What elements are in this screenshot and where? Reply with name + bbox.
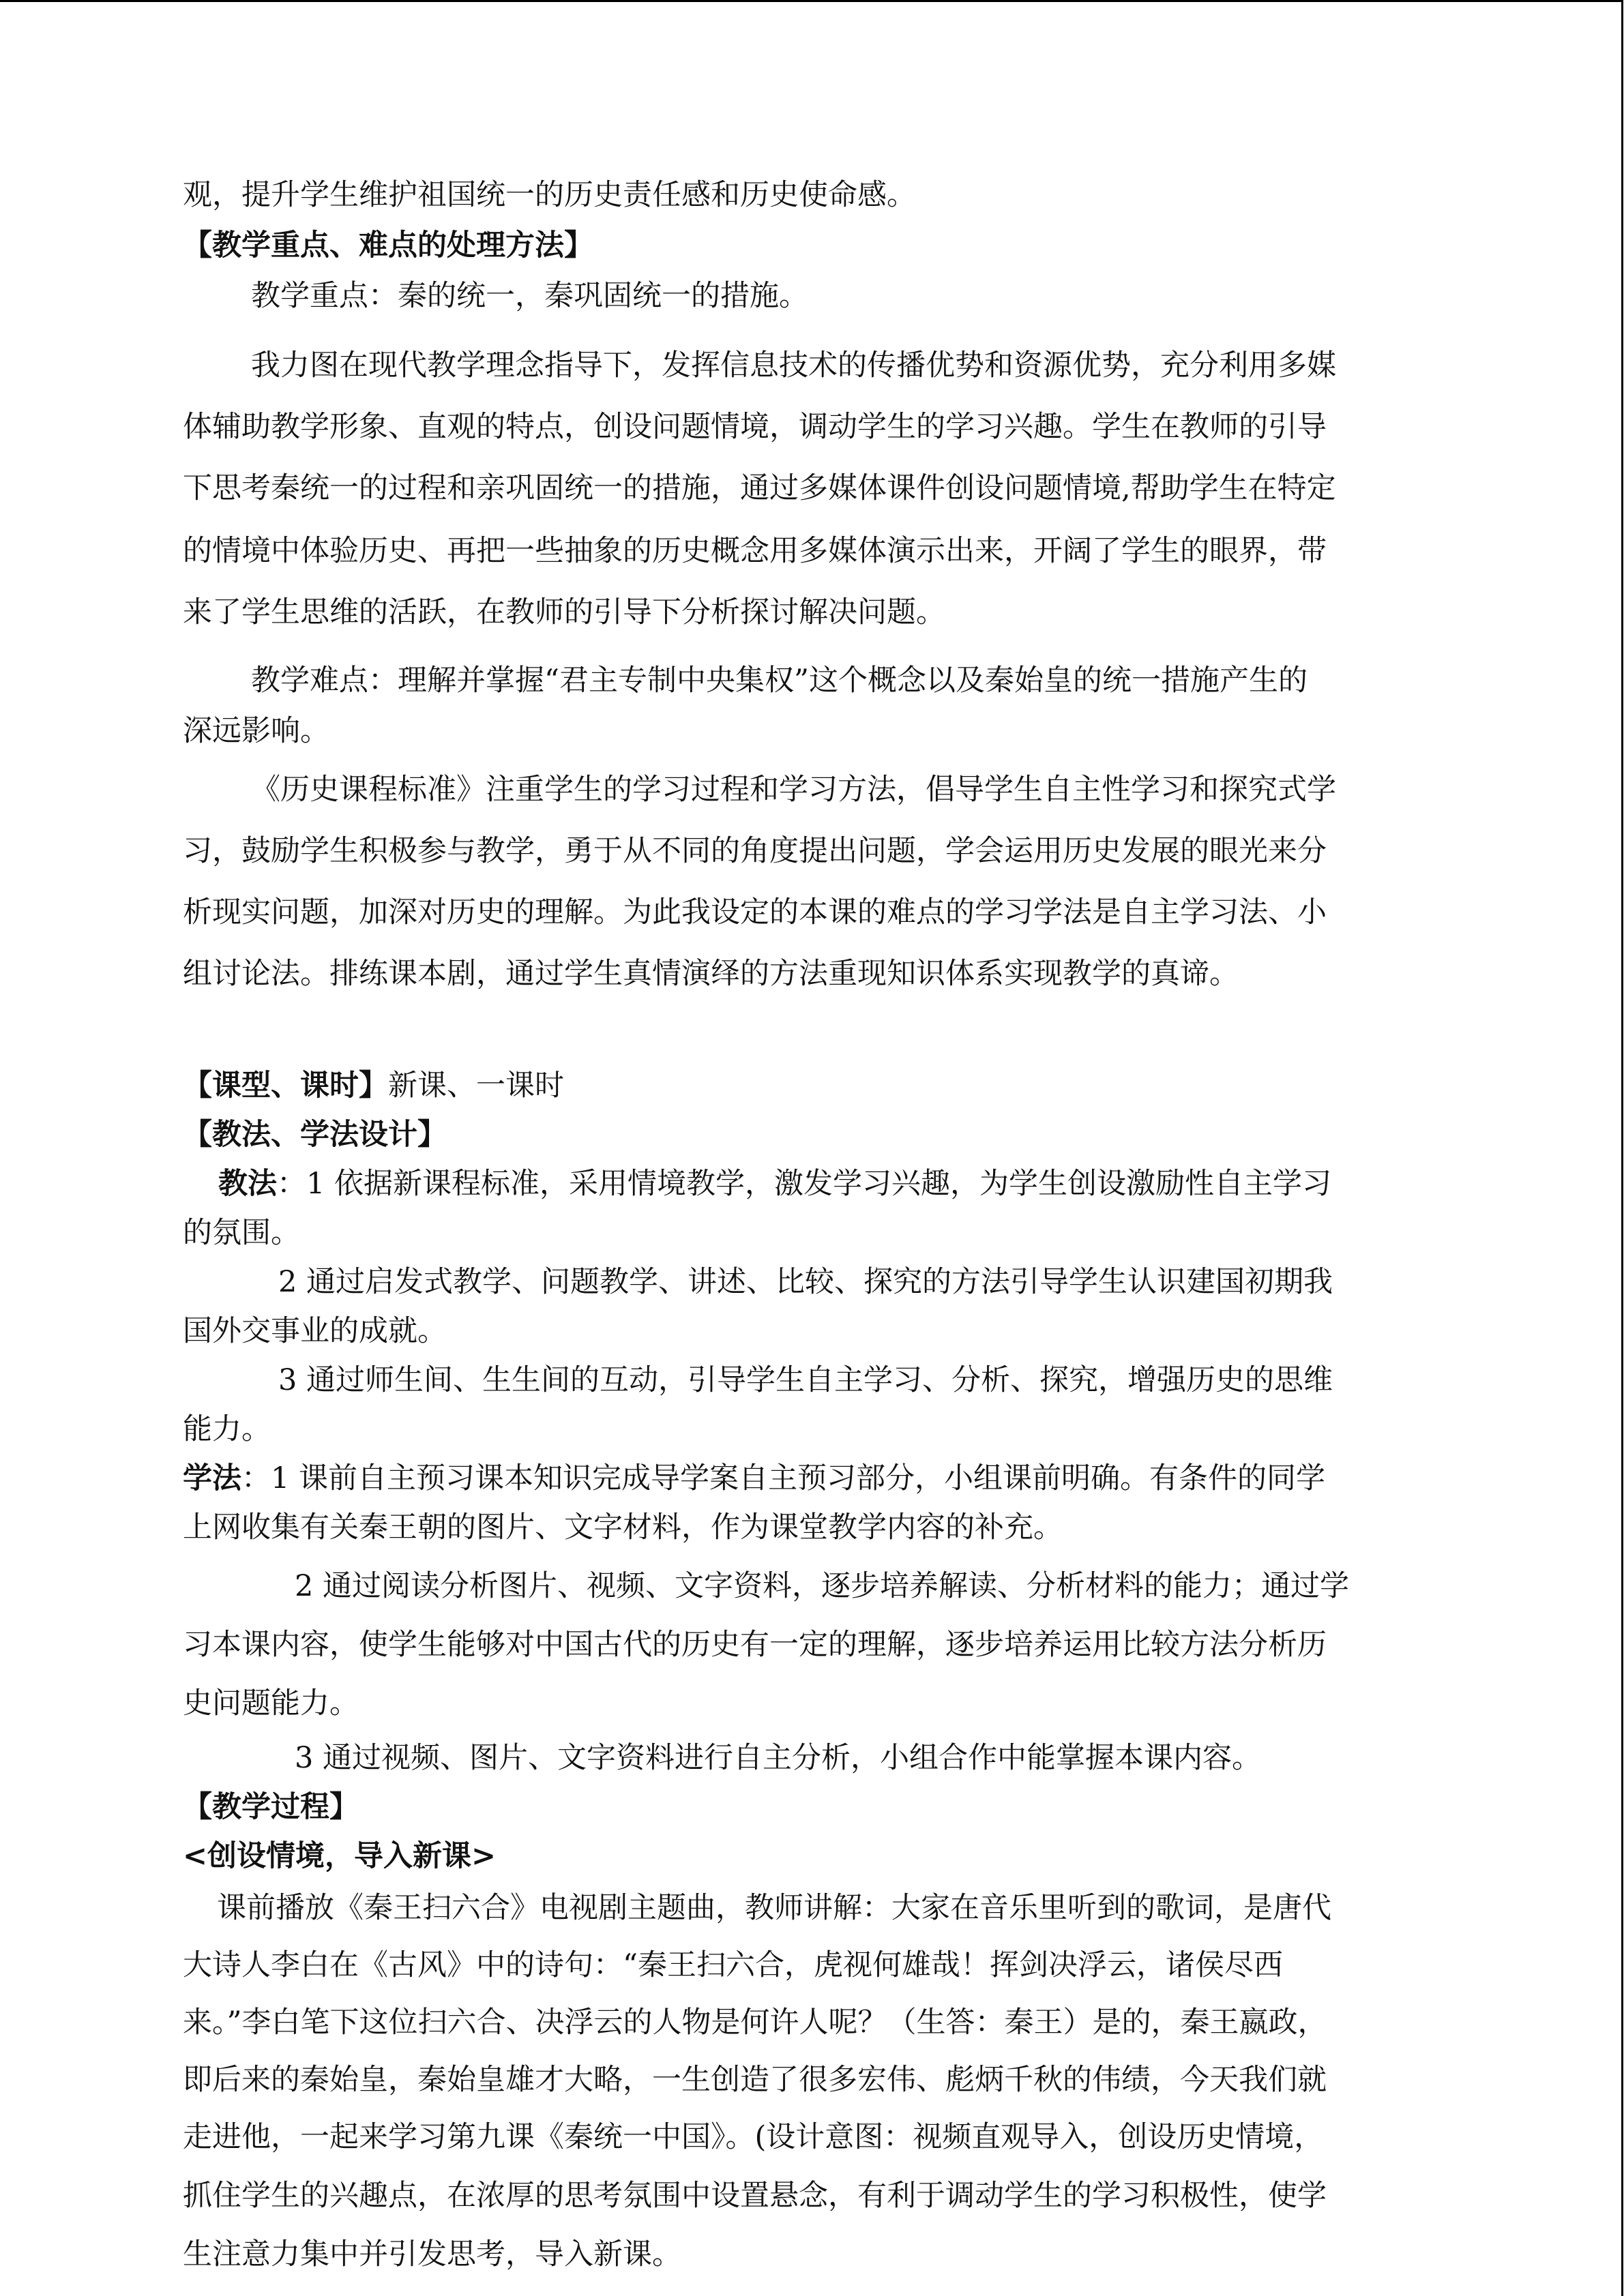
paragraph-line: 的情境中体验历史、再把一些抽象的历史概念用多媒体演示出来，开阔了学生的眼界，带 <box>183 534 1327 568</box>
paragraph-line: 上网收集有关秦王朝的图片、文字材料，作为课堂教学内容的补充。 <box>183 1510 1063 1545</box>
section-heading-key-points: 【教学重点、难点的处理方法】 <box>183 228 593 263</box>
paragraph-line: 生注意力集中并引发思考，导入新课。 <box>183 2237 681 2271</box>
paragraph-line: 抓住学生的兴趣点，在浓厚的思考氛围中设置悬念，有利于调动学生的学习积极性，使学 <box>183 2179 1327 2213</box>
paragraph-line: 教学难点：理解并掌握“君主专制中央集权”这个概念以及秦始皇的统一措施产生的 <box>251 664 1308 698</box>
paragraph-line: 即后来的秦始皇，秦始皇雄才大略，一生创造了很多宏伟、彪炳千秋的伟绩，今天我们就 <box>183 2063 1327 2097</box>
lesson-type-heading: 【课型、课时】 <box>183 1069 388 1103</box>
paragraph-line: 我力图在现代教学理念指导下，发挥信息技术的传播优势和资源优势，充分利用多媒 <box>251 348 1336 383</box>
paragraph-line: 观，提升学生维护祖国统一的历史责任感和历史使命感。 <box>183 178 916 212</box>
paragraph-line: 能力。 <box>183 1412 271 1446</box>
paragraph-line: 课前播放《秦王扫六合》电视剧主题曲，教师讲解：大家在音乐里听到的歌词，是唐代 <box>217 1891 1331 1925</box>
paragraph-line: 2 通过启发式教学、问题教学、讲述、比较、探究的方法引导学生认识建国初期我 <box>278 1265 1333 1299</box>
teaching-method-label: 教法 <box>218 1167 277 1201</box>
section-heading-methods: 【教法、学法设计】 <box>183 1118 447 1152</box>
learning-method-text: ：1 课前自主预习课本知识完成导学案自主预习部分，小组课前明确。有条件的同学 <box>241 1461 1326 1495</box>
paragraph-line: 习本课内容，使学生能够对中国古代的历史有一定的理解，逐步培养运用比较方法分析历 <box>183 1628 1327 1662</box>
teaching-method-line <box>218 1151 1331 1217</box>
paragraph-line: 来了学生思维的活跃，在教师的引导下分析探讨解决问题。 <box>183 595 945 629</box>
learning-method-label: 学法 <box>183 1461 241 1495</box>
paragraph-line: 走进他，一起来学习第九课《秦统一中国》。(设计意图：视频直观导入，创设历史情境， <box>183 2120 1324 2154</box>
section-heading-process: 【教学过程】 <box>183 1790 359 1824</box>
paragraph-line: 3 通过师生间、生生间的互动，引导学生自主学习、分析、探究，增强历史的思维 <box>278 1363 1333 1397</box>
subheading-introduction: <创设情境，导入新课> <box>183 1839 497 1873</box>
paragraph-line: 的氛围。 <box>183 1216 300 1250</box>
paragraph-line: 国外交事业的成就。 <box>183 1314 447 1348</box>
paragraph-line: 大诗人李白在《古风》中的诗句：“秦王扫六合，虎视何雄哉！挥剑决浮云，诸侯尽西 <box>183 1948 1283 1982</box>
paragraph-line: 2 通过阅读分析图片、视频、文字资料，逐步培养解读、分析材料的能力；通过学 <box>295 1569 1350 1603</box>
paragraph-line: 教学重点：秦的统一，秦巩固统一的措施。 <box>251 279 808 313</box>
paragraph-line: 体辅助教学形象、直观的特点，创设问题情境，调动学生的学习兴趣。学生在教师的引导 <box>183 410 1327 444</box>
paragraph-line: 《历史课程标准》注重学生的学习过程和学习方法，倡导学生自主性学习和探究式学 <box>251 773 1336 807</box>
paragraph-line: 组讨论法。排练课本剧，通过学生真情演绎的方法重现知识体系实现教学的真谛。 <box>183 957 1239 991</box>
paragraph-line: 下思考秦统一的过程和亲巩固统一的措施，通过多媒体课件创设问题情境,帮助学生在特定 <box>183 471 1336 505</box>
paragraph-line: 史问题能力。 <box>183 1686 359 1720</box>
paragraph-line: 习，鼓励学生积极参与教学，勇于从不同的角度提出问题，学会运用历史发展的眼光来分 <box>183 834 1327 868</box>
teaching-method-text: ：1 依据新课程标准，采用情境教学，激发学习兴趣，为学生创设激励性自主学习 <box>277 1167 1332 1201</box>
paragraph-line: 3 通过视频、图片、文字资料进行自主分析，小组合作中能掌握本课内容。 <box>295 1741 1262 1775</box>
paragraph-line: 来。”李白笔下这位扫六合、决浮云的人物是何许人呢？（生答：秦王）是的，秦王嬴政， <box>183 2006 1327 2040</box>
paragraph-line: 深远影响。 <box>183 714 329 748</box>
paragraph-line: 析现实问题，加深对历史的理解。为此我设定的本课的难点的学习学法是自主学习法、小 <box>183 895 1327 929</box>
lesson-type-value: 新课、一课时 <box>388 1069 564 1103</box>
